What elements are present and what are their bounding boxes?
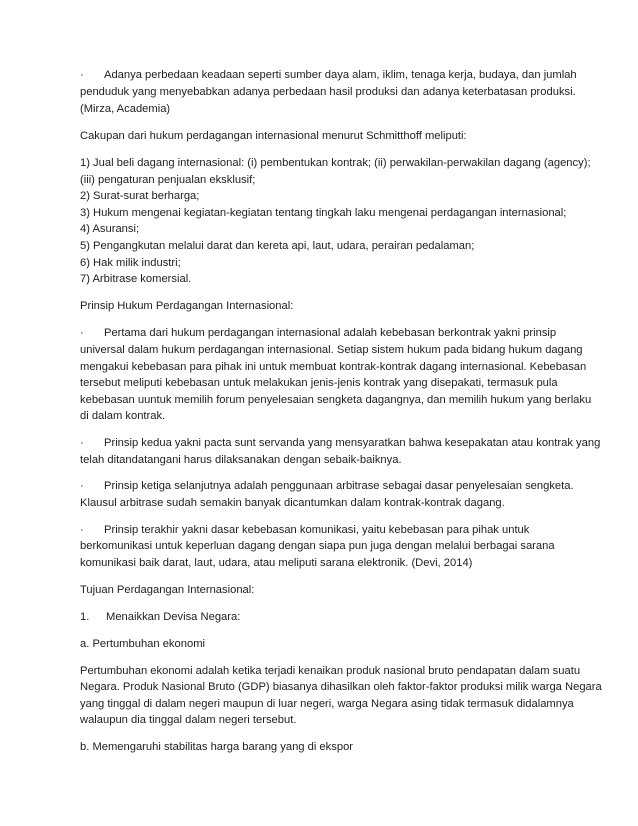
paragraph-line: yang tinggal di dalam negeri maupun di luar negeri, warga Negara asing tidak termasuk didalamnya: [80, 698, 574, 710]
paragraph-line: Pertumbuhan ekonomi adalah ketika terjadi kenaikan produk nasional bruto pendapatan dalam suatu: [80, 665, 581, 677]
paragraph-line: komunikasi baik darat, laut, udara, atau meliputi sarana elektronik. (Devi, 2014): [80, 557, 473, 569]
list-item: 5) Pengangkutan melalui darat dan kereta api, laut, udara, perairan pedalaman;: [80, 240, 475, 252]
subheading: a. Pertumbuhan ekonomi: [80, 638, 206, 650]
paragraph-line: (Mirza, Academia): [80, 103, 171, 115]
paragraph-line: walaupun dia tinggal dalam negeri tersebut.: [80, 714, 297, 726]
list-item: 6) Hak milik industri;: [80, 257, 181, 269]
bullet-icon: ·: [80, 437, 84, 449]
paragraph-line: · Prinsip terakhir yakni dasar kebebasan komunikasi, yaitu kebebasan para pihak untuk: [80, 522, 529, 539]
bullet-icon: ·: [80, 69, 84, 81]
paragraph-line: Cakupan dari hukum perdagangan internasional menurut Schmitthoff meliputi:: [80, 130, 467, 142]
paragraph-line: penduduk yang menyebabkan adanya perbedaan hasil produksi dan adanya keterbatasan produksi.: [80, 86, 576, 98]
list-item: 4) Asuransi;: [80, 223, 140, 235]
paragraph-line: Klausul arbitrase sudah semakin banyak dicantumkan dalam kontrak-kontrak dagang.: [80, 497, 505, 509]
paragraph-line: mengakui kebebasan para pihak ini untuk membuat kontrak-kontrak dagang internasional. Kebebasan: [80, 361, 587, 373]
paragraph-line: telah ditandatangani harus dilaksanakan dengan sebaik-baiknya.: [80, 454, 402, 466]
section-heading: Prinsip Hukum Perdagangan Internasional:: [80, 300, 294, 312]
list-item: 2) Surat-surat berharga;: [80, 190, 200, 202]
paragraph-line: · Pertama dari hukum perdagangan internasional adalah kebebasan berkontrak yakni prinsip: [80, 325, 556, 342]
paragraph-line: universal dalam hukum perdagangan internasional. Setiap sistem hukum pada bidang hukum dagang: [80, 344, 583, 356]
bullet-icon: ·: [80, 524, 84, 536]
list-item: (iii) pengaturan penjualan eksklusif;: [80, 174, 256, 186]
paragraph-line: di dalam kontrak.: [80, 410, 166, 422]
paragraph-line: Negara. Produk Nasional Bruto (GDP) biasanya dihasilkan oleh faktor-faktor produksi milik warga Negara: [80, 681, 602, 693]
paragraph-line: kebebasan uuntuk memilih forum penyelesaian sengketa dagangnya, dan memilih hukum yang berlaku: [80, 394, 592, 406]
paragraph-line: · Prinsip ketiga selanjutnya adalah penggunaan arbitrase sebagai dasar penyelesaian sengketa.: [80, 478, 574, 495]
bullet-icon: ·: [80, 480, 84, 492]
list-item: 7) Arbitrase komersial.: [80, 273, 192, 285]
paragraph-line: · Prinsip kedua yakni pacta sunt servanda yang mensyaratkan bahwa kesepakatan atau kontrak yang: [80, 435, 600, 452]
paragraph-line: · Adanya perbedaan keadaan seperti sumber daya alam, iklim, tenaga kerja, budaya, dan jumlah: [80, 67, 577, 84]
paragraph-line: tersebut meliputi kebebasan untuk melakukan jenis-jenis kontrak yang disepakati, termasuk pula: [80, 377, 558, 389]
list-item: 1) Jual beli dagang internasional: (i) pembentukan kontrak; (ii) perwakilan-perwakilan dagang (agency);: [80, 157, 591, 169]
numbered-heading: 1. Menaikkan Devisa Negara:: [80, 611, 241, 623]
subheading: b. Memengaruhi stabilitas harga barang yang di ekspor: [80, 741, 354, 753]
list-item: 3) Hukum mengenai kegiatan-kegiatan tentang tingkah laku mengenai perdagangan internasional;: [80, 207, 567, 219]
bullet-icon: ·: [80, 327, 84, 339]
paragraph-line: berkomunikasi untuk keperluan dagang dengan siapa pun juga dengan melalui berbagai sarana: [80, 540, 555, 552]
section-heading: Tujuan Perdagangan Internasional:: [80, 584, 255, 596]
